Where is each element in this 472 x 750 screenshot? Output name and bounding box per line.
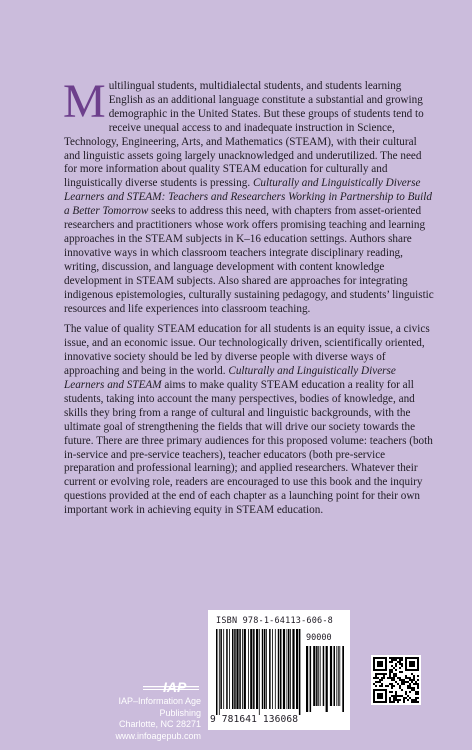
isbn-number: ISBN 978-1-64113-606-8 [216, 616, 333, 626]
paragraph-1-text: ultilingual students, multidialectal students, and students learning English as an additional language constitute a substantial and growing demographic in the United States. But these groups of students tend to receive unequal access to and inadequate instruction in Science, Technology, Engineering, Arts, and Mathematics (STEAM), with their cultural and linguistic assets going largely unacknowledged and underutilized. The need for more information about quality STEAM education for culturally and linguistically diverse students is pressing. [64, 80, 424, 190]
addon-barcode-bars [306, 646, 344, 712]
ean-barcode-bars [216, 629, 302, 715]
book-description [63, 75, 434, 525]
isbn-barcode [208, 610, 350, 730]
paragraph-2-text-continued: aims to make quality STEAM education a reality for all students, taking into account the many perspectives, bodies of knowledge, and skills they bring from a range of cultural and linguistic backgrounds, with the ultimate goal of strengthening the fields that will drive our society towards the future. There are three primary audiences for this proposed volume: teachers (both in-service and pre-service teachers), teacher educators (both pre-service preparation and professional learning); and applied researchers. Whatever their current or evolving role, readers are encouraged to use this book and the inquiry questions provided at the end of each chapter as a launching point for their own important work in achieving equity in STEAM education. [64, 379, 433, 517]
qr-code [371, 655, 421, 705]
logo-text: IAP [163, 679, 187, 695]
iap-logo [143, 677, 199, 697]
publisher-info [85, 696, 201, 742]
description-paragraph-2 [64, 323, 434, 518]
publisher-name: IAP–Information Age Publishing [118, 696, 201, 718]
publisher-location: Charlotte, NC 28271 [118, 719, 201, 729]
description-paragraph-1 [63, 75, 434, 316]
drop-cap: M [63, 75, 106, 128]
paragraph-2-text: The value of quality STEAM education for all students is an equity issue, a civics issue, and an economic issue. Our technologically driven, scientifically oriented, innovative society should be led by diverse people with diverse ways of approaching and being in the world. [64, 323, 430, 378]
short-title-italic: Culturally and Linguistically Diverse Learners and STEAM [64, 365, 396, 392]
paragraph-1-text-continued: seeks to address this need, with chapters from asset-oriented researchers and practitioners whose work offers promising teaching and learning approaches in the STEAM subjects in K–16 education settings. Authors share innovative ways in which classroom teachers integrate disciplinary reading, writing, discussion, and language development with content knowledge development in STEAM subjects. Also shared are approaches for integrating indigenous epistemologies, culturally sustaining pedagogy, and students’ linguistic resources and life experiences into classroom teaching. [64, 205, 434, 315]
price-addon-number: 90000 [306, 633, 332, 643]
publisher-website[interactable]: www.infoagepub.com [115, 730, 201, 741]
book-title-italic: Culturally and Linguistically Diverse Learners and STEAM: Teachers and Researchers Working in Partnership to Build a Better Tomorrow [64, 177, 432, 218]
ean-digits: 9 781641 136068 [210, 714, 299, 725]
